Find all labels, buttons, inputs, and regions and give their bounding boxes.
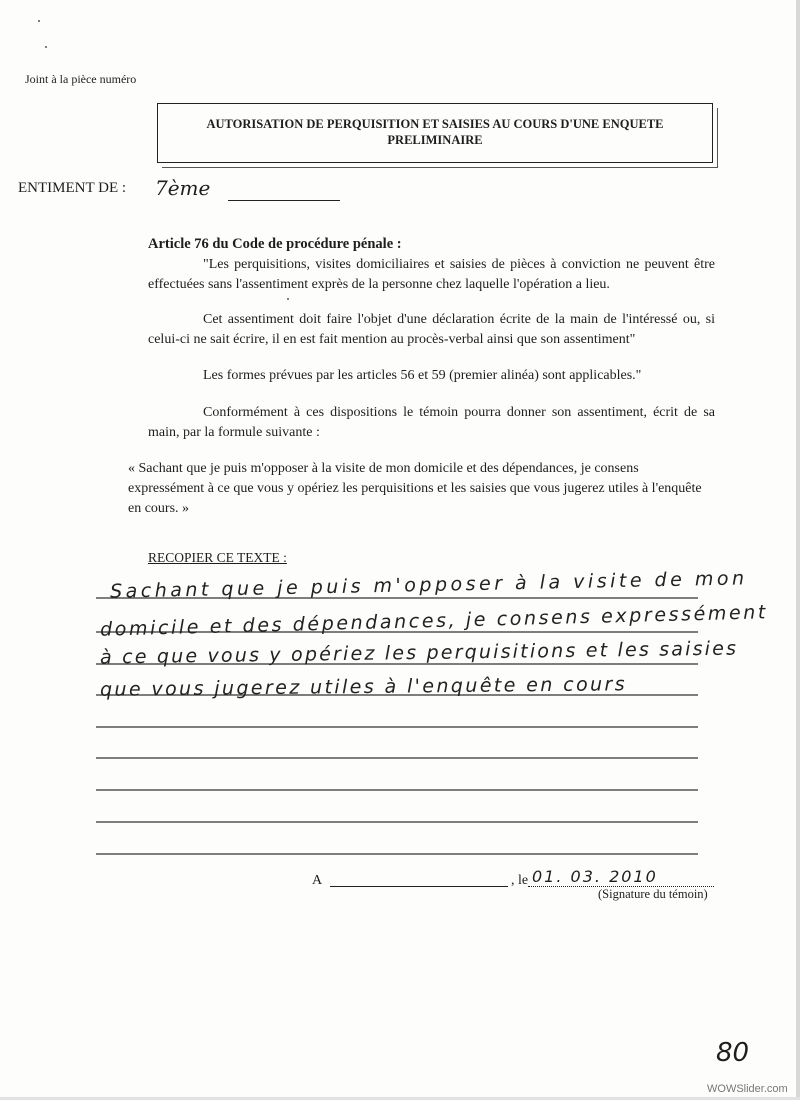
handwritten-line-3: à ce que vous y opériez les perquisitions et les saisies bbox=[99, 637, 739, 669]
watermark-text: WOWSlider.com bbox=[707, 1083, 788, 1095]
handwritten-line-2: domicile et des dépendances, je consens expressément bbox=[99, 601, 769, 641]
place-label: A bbox=[312, 873, 323, 888]
article-title: Article 76 du Code de procédure pénale : bbox=[148, 236, 402, 252]
document-title-line1: AUTORISATION DE PERQUISITION ET SAISIES AU COURS D'UNE ENQUETE bbox=[206, 117, 664, 132]
joint-piece-label: Joint à la pièce numéro bbox=[25, 72, 137, 86]
place-field-line bbox=[330, 886, 508, 887]
formule-text: « Sachant que je puis m'opposer à la visite de mon domicile et des dépendances, je consens expressément à ce que vous y opériez les perquisitions et les saisies que vous jugerez utiles à l'enquête en cours. » bbox=[128, 461, 702, 516]
article-paragraph-1: "Les perquisitions, visites domiciliaires et saisies de pièces à conviction ne peuvent être effectuées sans l'assentiment exprès de la personne chez laquelle l'opération a lieu. bbox=[148, 257, 715, 292]
handwritten-date: 01. 03. 2010 bbox=[532, 867, 658, 886]
assentiment-label: ENTIMENT DE : bbox=[18, 180, 127, 196]
document-title-line2: PRELIMINAIRE bbox=[387, 133, 483, 147]
handwritten-line-4: que vous jugerez utiles à l'enquête en cours bbox=[99, 673, 628, 701]
signature-caption: (Signature du témoin) bbox=[598, 887, 708, 901]
handwritten-line-1: Sachant que je puis m'opposer à la visite de mon bbox=[109, 567, 748, 603]
page-number: 80 bbox=[716, 1038, 750, 1068]
article-paragraph-2: Cet assentiment doit faire l'objet d'une déclaration écrite de la main de l'intéressé ou, si celui-ci ne sait écrire, il en est fait mention au procès-verbal ainsi que son assentiment" bbox=[148, 312, 715, 347]
article-paragraph-3: Les formes prévues par les articles 56 et 59 (premier alinéa) sont applicables." bbox=[203, 368, 642, 383]
article-paragraph-4: Conformément à ces dispositions le témoin pourra donner son assentiment, écrit de sa main, par la formule suivante : bbox=[148, 405, 715, 440]
recopier-label: RECOPIER CE TEXTE : bbox=[148, 550, 287, 565]
assentiment-handwritten: 7ème bbox=[155, 176, 211, 200]
date-label: , le bbox=[511, 873, 529, 888]
